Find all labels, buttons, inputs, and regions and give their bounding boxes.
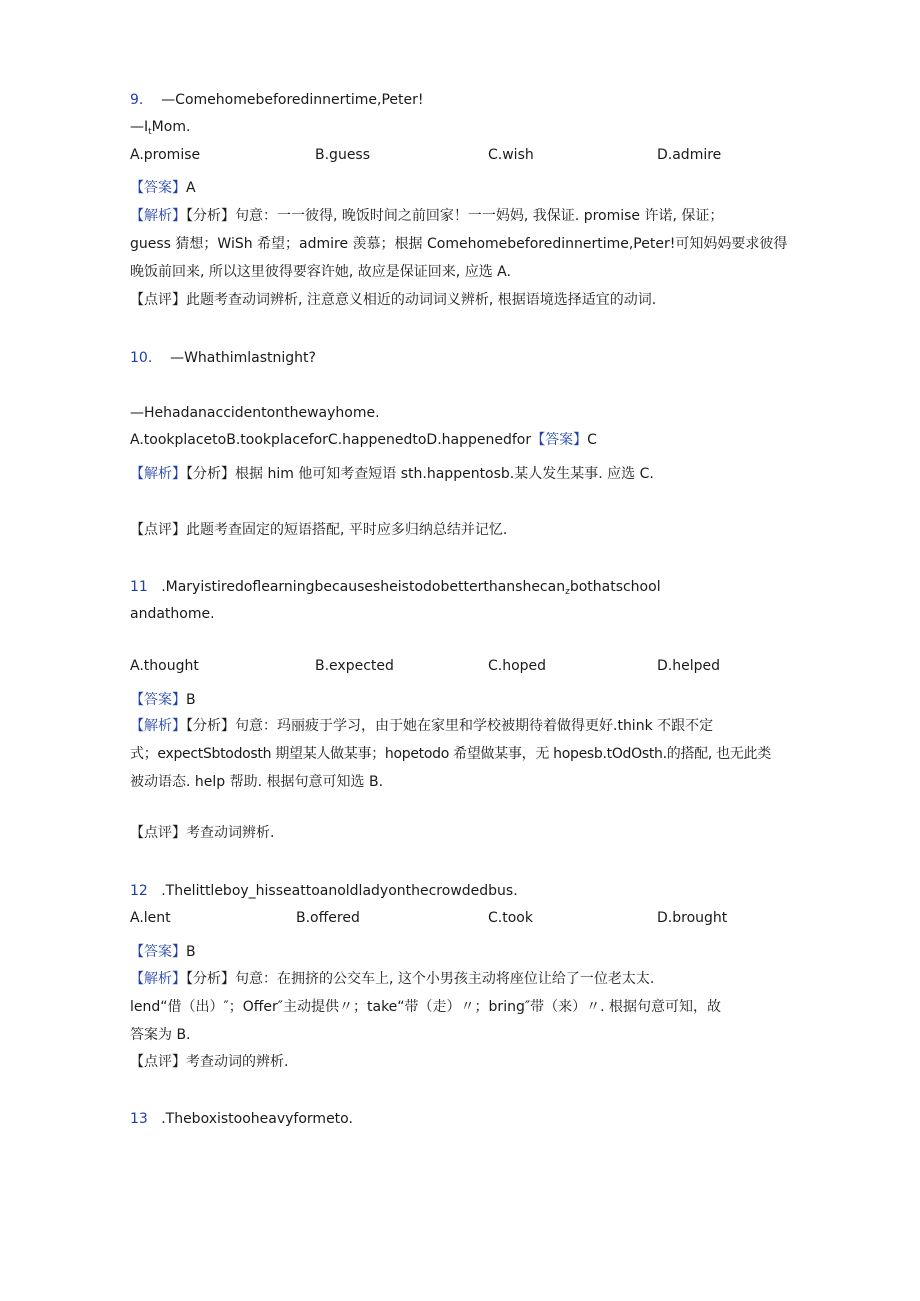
q9-comment: 【点评】此题考查动词辨析, 注意意义相近的动词词义辨析, 根据语境选择适宜的动词.: [130, 292, 657, 308]
q9-number: 9.: [130, 92, 144, 108]
q11-number: 11: [130, 579, 148, 595]
q11-option-b: B.expected: [315, 658, 394, 674]
q11-answer: 【答案】B: [130, 692, 196, 708]
q11-analysis-3: 被动语态. help 帮助. 根据句意可知选 B.: [130, 774, 384, 790]
q9-reply: $—I_tMom$.: [130, 119, 191, 137]
q12-option-b: B.offered: [296, 910, 360, 926]
q9-option-c: C.wish: [488, 147, 534, 163]
q10-analysis-1: 【解析】【分析】根据 him 他可知考查短语 sth.happentosb.某人发生某事. 应选 C.: [130, 466, 654, 482]
q10-stem-line: [130, 348, 316, 368]
q11-analysis-1: 【解析】【分析】句意：玛丽疲于学习，由于她在家里和学校被期待着做得更好.think 不跟不定: [130, 718, 714, 734]
q9-option-d: D.admire: [657, 147, 722, 163]
q11-comment: 【点评】考查动词辨析.: [130, 825, 275, 841]
q12-analysis-2: lend“借（出）″；Offer″主动提供〃；take“带（走）〃；bring″带（来）〃. 根据句意可知，故: [130, 999, 721, 1015]
q9-analysis-2: guess 猜想；WiSh 希望；admire 羡慕；根据 Comehomebeforedinnertime,Peter!可知妈妈要求彼得: [130, 236, 788, 252]
q11-option-a: A.thought: [130, 658, 199, 674]
q9-stem-line: [130, 90, 424, 110]
q12-stem-line: [130, 881, 518, 901]
q9-analysis-1: 【解析】【分析】句意：一一彼得, 晚饭时间之前回家！一一妈妈, 我保证. promise 许诺, 保证；: [130, 208, 724, 224]
q10-comment: 【点评】此题考查固定的短语搭配, 平时应多归纳总结并记忆.: [130, 522, 508, 538]
q12-analysis-3: 答案为 B.: [130, 1027, 191, 1043]
q10-options-answer: A.tookplacetoB.tookplaceforC.happenedtoD.happenedfor【答案】C: [130, 432, 597, 448]
q9-stem: —Comehomebeforedinnertime,Peter!: [161, 92, 424, 108]
q10-number: 10.: [130, 350, 153, 366]
q13-stem: .Theboxistooheavyformeto.: [161, 1111, 353, 1127]
q13-stem-line: [130, 1109, 353, 1129]
q12-answer: 【答案】B: [130, 944, 196, 960]
q11-stem-line-2: andathome.: [130, 606, 215, 622]
q11-option-d: D.helped: [657, 658, 720, 674]
q9-answer: 【答案】A: [130, 180, 196, 196]
q11-analysis-2: 式；expectSbtodosth 期望某人做某事；hopetodo 希望做某事，无 hopesb.tOdOsth.的搭配, 也无此类: [130, 746, 771, 762]
q9-option-b: B.guess: [315, 147, 371, 163]
q9-analysis-3: 晚饭前回来, 所以这里彼得要容许她, 故应是保证回来, 应选 A.: [130, 264, 511, 280]
q12-option-d: D.brought: [657, 910, 728, 926]
q12-analysis-1: 【解析】【分析】句意：在拥挤的公交车上, 这个小男孩主动将座位让给了一位老太太.: [130, 971, 655, 987]
q10-reply: —Hehadanaccidentonthewayhome.: [130, 405, 380, 421]
q9-option-a: A.promise: [130, 147, 201, 163]
q12-number: 12: [130, 883, 148, 899]
q11-stem-line: 11 .Maryistiredoflearningbecausesheistodobetterthanshecan$_z$bothatschool: [130, 579, 661, 597]
q11-option-c: C.hoped: [488, 658, 547, 674]
q12-comment: 【点评】考查动词的辨析.: [130, 1054, 289, 1070]
q12-option-a: A.lent: [130, 910, 171, 926]
q10-stem: —Whathimlastnight?: [170, 350, 316, 366]
q12-stem: .Thelittleboy_hisseattoanoldladyonthecrowdedbus.: [161, 883, 518, 899]
q12-option-c: C.took: [488, 910, 533, 926]
q13-number: 13: [130, 1111, 148, 1127]
